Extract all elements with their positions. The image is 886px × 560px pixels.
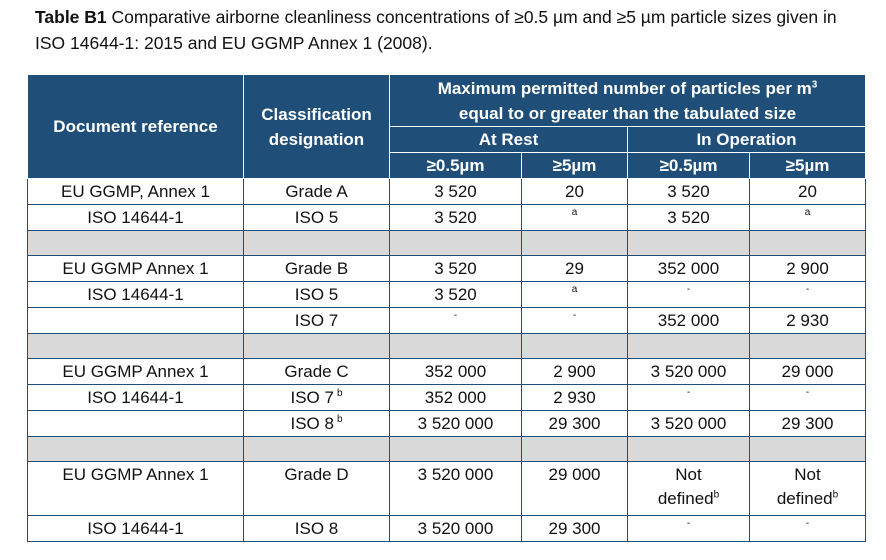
cell-class: Grade D <box>244 462 390 516</box>
not-defined-l2: defined <box>657 489 714 508</box>
class-text: ISO 7 <box>290 387 334 407</box>
cell-op-5 <box>750 282 866 308</box>
cell-doc <box>28 308 244 334</box>
table-row <box>28 308 866 334</box>
cell-op-05: 352 000 <box>628 308 750 334</box>
table-row <box>28 411 866 437</box>
header-in-operation: In Operation <box>628 127 866 153</box>
header-class-line1: Classification <box>261 104 372 124</box>
cell-rest-05 <box>390 308 522 334</box>
cell-rest-05: 3 520 <box>390 256 522 282</box>
cleanliness-table <box>27 74 866 542</box>
cell-class: ISO 5 <box>244 282 390 308</box>
cell-op-05: 3 520 000 <box>628 411 750 437</box>
cell-rest-5: 29 000 <box>522 462 628 516</box>
header-max-line1: Maximum permitted number of particles per m <box>437 78 812 98</box>
cell-op-05: 352 000 <box>628 256 750 282</box>
footnote-mark: a <box>804 206 811 218</box>
table-row <box>28 282 866 308</box>
cell-op-05: 3 520 <box>628 205 750 231</box>
table-row <box>28 256 866 282</box>
header-op-5: ≥5µm <box>750 153 866 179</box>
cell-rest-5: 2 900 <box>522 359 628 385</box>
not-defined-l1: Not <box>794 465 821 484</box>
table-row <box>28 385 866 411</box>
dash-mark: - <box>686 283 691 295</box>
footnote-sup: b <box>336 413 343 425</box>
header-at-rest: At Rest <box>390 127 628 153</box>
caption-label: Table B1 <box>35 7 107 27</box>
cell-rest-05: 3 520 000 <box>390 516 522 542</box>
dash-mark: - <box>686 517 691 529</box>
cell-class: ISO 7 <box>244 308 390 334</box>
cell-class: ISO 8 <box>244 516 390 542</box>
cell-op-05: 3 520 <box>628 179 750 205</box>
cell-op-5: 2 930 <box>750 308 866 334</box>
header-classification <box>244 75 390 179</box>
dash-mark: - <box>453 309 458 321</box>
dash-mark: - <box>572 309 577 321</box>
cell-op-5: 29 000 <box>750 359 866 385</box>
cell-class <box>244 411 390 437</box>
cell-op-5 <box>750 516 866 542</box>
cell-op-5: 29 300 <box>750 411 866 437</box>
cell-op-5 <box>750 462 866 516</box>
cell-rest-5: 2 930 <box>522 385 628 411</box>
cell-doc: ISO 14644-1 <box>28 516 244 542</box>
cell-doc: EU GGMP Annex 1 <box>28 462 244 516</box>
cell-op-05 <box>628 282 750 308</box>
cell-rest-05: 3 520 <box>390 282 522 308</box>
cell-rest-05: 352 000 <box>390 359 522 385</box>
cell-rest-05: 3 520 <box>390 179 522 205</box>
cell-rest-5: 20 <box>522 179 628 205</box>
header-document-reference: Document reference <box>28 75 244 179</box>
dash-mark: - <box>686 386 691 398</box>
table-row <box>28 179 866 205</box>
cell-op-05: 3 520 000 <box>628 359 750 385</box>
cell-rest-5: 29 300 <box>522 516 628 542</box>
cell-doc: ISO 14644-1 <box>28 205 244 231</box>
cell-op-05 <box>628 516 750 542</box>
cell-doc: ISO 14644-1 <box>28 282 244 308</box>
table-caption <box>35 4 865 56</box>
separator-row <box>28 231 866 256</box>
cell-rest-5: 29 <box>522 256 628 282</box>
cell-class: Grade B <box>244 256 390 282</box>
table-row <box>28 516 866 542</box>
cell-doc: EU GGMP Annex 1 <box>28 256 244 282</box>
cell-class: Grade C <box>244 359 390 385</box>
cell-rest-5 <box>522 282 628 308</box>
cell-rest-05: 352 000 <box>390 385 522 411</box>
cell-op-05 <box>628 462 750 516</box>
cell-op-5 <box>750 385 866 411</box>
cell-rest-5 <box>522 308 628 334</box>
not-defined-l2: defined <box>776 489 833 508</box>
footnote-mark: a <box>571 283 578 295</box>
cell-doc: EU GGMP Annex 1 <box>28 359 244 385</box>
cell-doc: EU GGMP, Annex 1 <box>28 179 244 205</box>
separator-row <box>28 437 866 462</box>
separator-row <box>28 334 866 359</box>
cell-doc: ISO 14644-1 <box>28 385 244 411</box>
dash-mark: - <box>805 517 810 529</box>
cell-rest-5 <box>522 205 628 231</box>
cell-rest-05: 3 520 <box>390 205 522 231</box>
header-class-line2: designation <box>268 129 365 149</box>
cell-op-5 <box>750 205 866 231</box>
footnote-sup: b <box>336 387 343 399</box>
header-max-sup: 3 <box>811 78 818 90</box>
class-text: ISO 8 <box>290 413 334 433</box>
table-row <box>28 359 866 385</box>
cell-rest-05: 3 520 000 <box>390 411 522 437</box>
table-row <box>28 205 866 231</box>
cell-rest-05: 3 520 000 <box>390 462 522 516</box>
not-defined-l1: Not <box>675 465 702 484</box>
header-max-particles <box>390 75 866 127</box>
dash-mark: - <box>805 386 810 398</box>
header-op-05: ≥0.5µm <box>628 153 750 179</box>
table-row <box>28 462 866 516</box>
header-max-line2: equal to or greater than the tabulated size <box>458 103 797 123</box>
cell-doc <box>28 411 244 437</box>
header-at-rest-05: ≥0.5µm <box>390 153 522 179</box>
cell-class: Grade A <box>244 179 390 205</box>
footnote-sup: b <box>713 489 720 501</box>
cell-class: ISO 5 <box>244 205 390 231</box>
cell-op-5: 2 900 <box>750 256 866 282</box>
footnote-mark: a <box>571 206 578 218</box>
cell-op-05 <box>628 385 750 411</box>
cell-op-5: 20 <box>750 179 866 205</box>
header-at-rest-5: ≥5µm <box>522 153 628 179</box>
cell-class <box>244 385 390 411</box>
dash-mark: - <box>805 283 810 295</box>
footnote-sup: b <box>832 489 839 501</box>
cell-rest-5: 29 300 <box>522 411 628 437</box>
caption-text: Comparative airborne cleanliness concentrations of ≥0.5 µm and ≥5 µm particle sizes given in ISO 14644-1: 2015 and EU GGMP Annex 1 (2008). <box>35 7 837 53</box>
